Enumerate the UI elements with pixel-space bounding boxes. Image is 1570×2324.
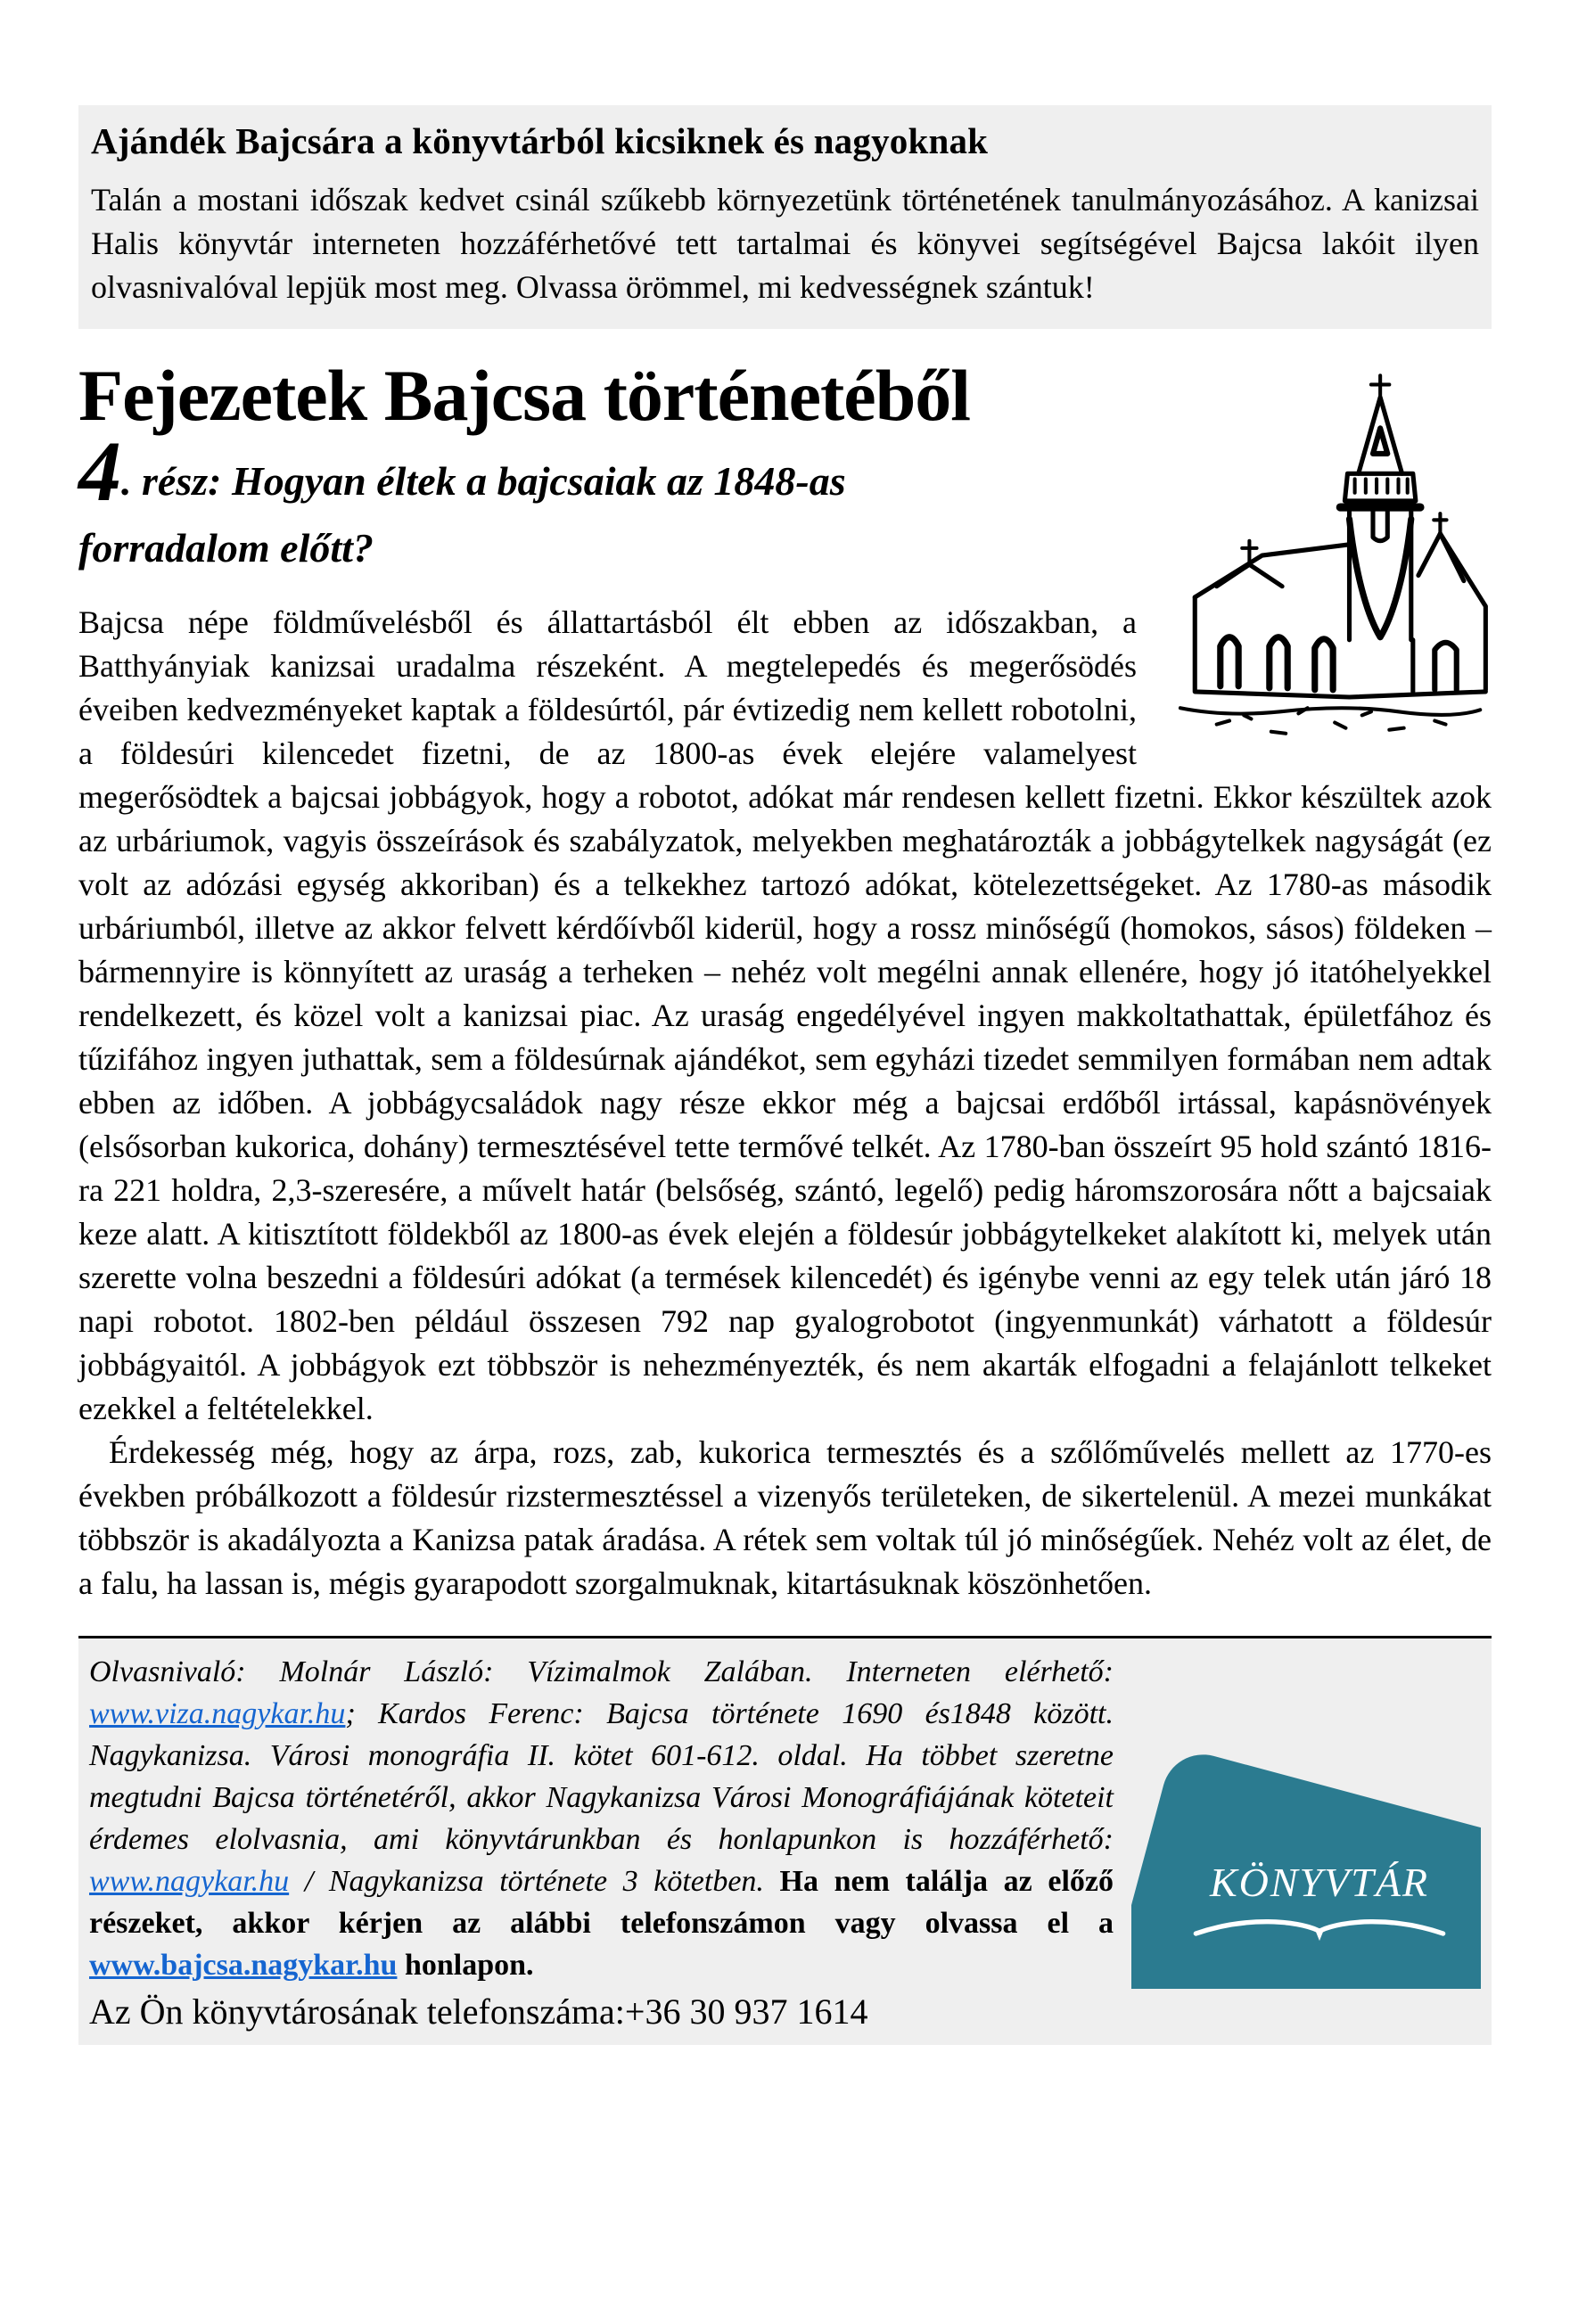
church-line-drawing-icon	[1160, 363, 1492, 744]
references-section	[78, 1636, 1492, 2045]
header-box	[78, 105, 1492, 329]
library-logo	[1131, 1737, 1481, 1989]
refs-bold1: Ha nem találja az előző részeket, akkor kérjen az alábbi telefonszámon vagy olvassa el a	[89, 1865, 1114, 1941]
article	[78, 356, 1492, 1605]
refs-seg3: / Nagykanizsa története 3 kötetben.	[289, 1865, 780, 1899]
article-title: Fejezetek Bajcsa történetéből	[78, 355, 971, 436]
page-content	[0, 105, 1570, 2045]
subtitle-line2: forradalom előtt?	[78, 524, 374, 571]
body-paragraph-1: Bajcsa népe földművelésből és állattartásból élt ebben az időszakban, a Batthyányiak kanizsai uradalma részeként. A megtelepedés és megerősödés éveiben kedvezményeket kaptak a földesúrtól, pár évtizedig nem kellett robotolni, a földesúri kilencedet fizetni, de az 1800-as évek elejére valamelyest megerősödtek a bajcsai jobbágyok, hogy a robotot, adókat már rendesen kellett fizetni. Ekkor készültek azok az urbáriumok, vagyis összeírások és szabályzatok, melyekben meghatározták a jobbágytelkek nagyságát (ez volt az adózási egység akkoriban) és a telkekhez tartozó adókat, kötelezettségeket. Az 1780-as második urbáriumból, illetve az akkor felvett kérdőívből kiderül, hogy a rossz minőségű (homokos, sásos) földeken – bármennyire is könnyített az uraság a terheken – nehéz volt megélni annak ellenére, hogy jó itatóhelyekkel rendelkezett, és közel volt a kanizsai piac. Az uraság engedélyével ingyen makkoltathattak, épületfához és tűzifához ingyen juthattak, sem a földesúrnak ajándékot, sem egyházi tizedet semmilyen formában nem adtak ebben az időben. A jobbágycsaládok nagy része ekkor még a bajcsai erdőből irtással, kapásnövények (elsősorban kukorica, dohány) termesztésével tette termővé telkét. Az 1780-ban összeírt 95 hold szántó 1816-ra 221 holdra, 2,3-szeresére, a művelt határ (belsőség, szántó, legelő) pedig háromszorosára nőtt a bajcsaiak keze alatt. A kitisztított földekből az 1800-as évek elején a földesúr jobbágytelkeket alakított ki, melyek után szerette volna beszedni a földesúri adókat (a termések kilencedét) és igénybe venni az egy telek után járó 18 napi robotot. 1802-ben például összesen 792 nap gyalogrobotot (ingyenmunkát) várhatott a földesúr jobbágyaitól. A jobbágyok ezt többször is nehezményezték, és nem akarták elfogadni a felajánlott telkeket ezekkel a feltételekkel.	[78, 604, 1492, 1427]
body-paragraph-2: Érdekesség még, hogy az árpa, rozs, zab, kukorica termesztés és a szőlőművelés mellett az 1770-es években próbálkozott a földesúr rizstermesztéssel a vizenyős területeken, de sikertelenül. A mezei munkákat többször is akadályozta a Kanizsa patak áradása. A rétek sem voltak túl jó minőségűek. Nehéz volt az élet, de a falu, ha lassan is, mégis gyarapodott szorgalmuknak, kitartásuknak köszönhetően.	[78, 1434, 1492, 1602]
page	[0, 105, 1570, 2324]
header-title: Ajándék Bajcsára a könyvtárból kicsiknek és nagyoknak	[91, 120, 989, 161]
header-intro: Talán a mostani időszak kedvet csinál szűkebb környezetünk történetének tanulmányozásához. A kanizsai Halis könyvtár interneten hozzáférhetővé tett tartalmai és könyvei segítségével Bajcsa lakóit ilyen olvasnivalóval lepjük most meg. Olvassa örömmel, mi kedvességnek szántuk!	[91, 182, 1479, 305]
subtitle-line1: . rész: Hogyan éltek a bajcsaiak az 1848-as	[121, 458, 846, 505]
library-logo-label: KÖNYVTÁR	[1209, 1860, 1430, 1906]
subtitle-part-number: 4	[78, 423, 121, 520]
link-viza-nagykar[interactable]: www.viza.nagykar.hu	[89, 1697, 346, 1731]
librarian-phone-line: Az Ön könyvtárosának telefonszáma:+36 30 937 1614	[89, 1991, 868, 2032]
open-book-icon	[1186, 1909, 1453, 1942]
refs-seg1: Olvasnivaló: Molnár László: Vízimalmok Zalában. Interneten elérhető:	[89, 1655, 1114, 1689]
references-text	[89, 1651, 1481, 1986]
refs-seg2: ; Kardos Ferenc: Bajcsa története 1690 és1848 között. Nagykanizsa. Városi monográfia II. kötet 601-612. oldal. Ha többet szeretne megtudni Bajcsa történetéről, akkor Nagykanizsa Városi Monográfiájának köteteit érdemes elolvasnia, ami könyvtárunkban és honlapunkon is hozzáférhető:	[89, 1697, 1114, 1857]
church-illustration	[1160, 363, 1492, 744]
library-logo-overlay	[1158, 1861, 1481, 1953]
link-bajcsa-nagykar[interactable]: www.bajcsa.nagykar.hu	[89, 1949, 398, 1983]
refs-bold2: honlapon.	[397, 1949, 534, 1983]
link-nagykar[interactable]: www.nagykar.hu	[89, 1865, 290, 1899]
